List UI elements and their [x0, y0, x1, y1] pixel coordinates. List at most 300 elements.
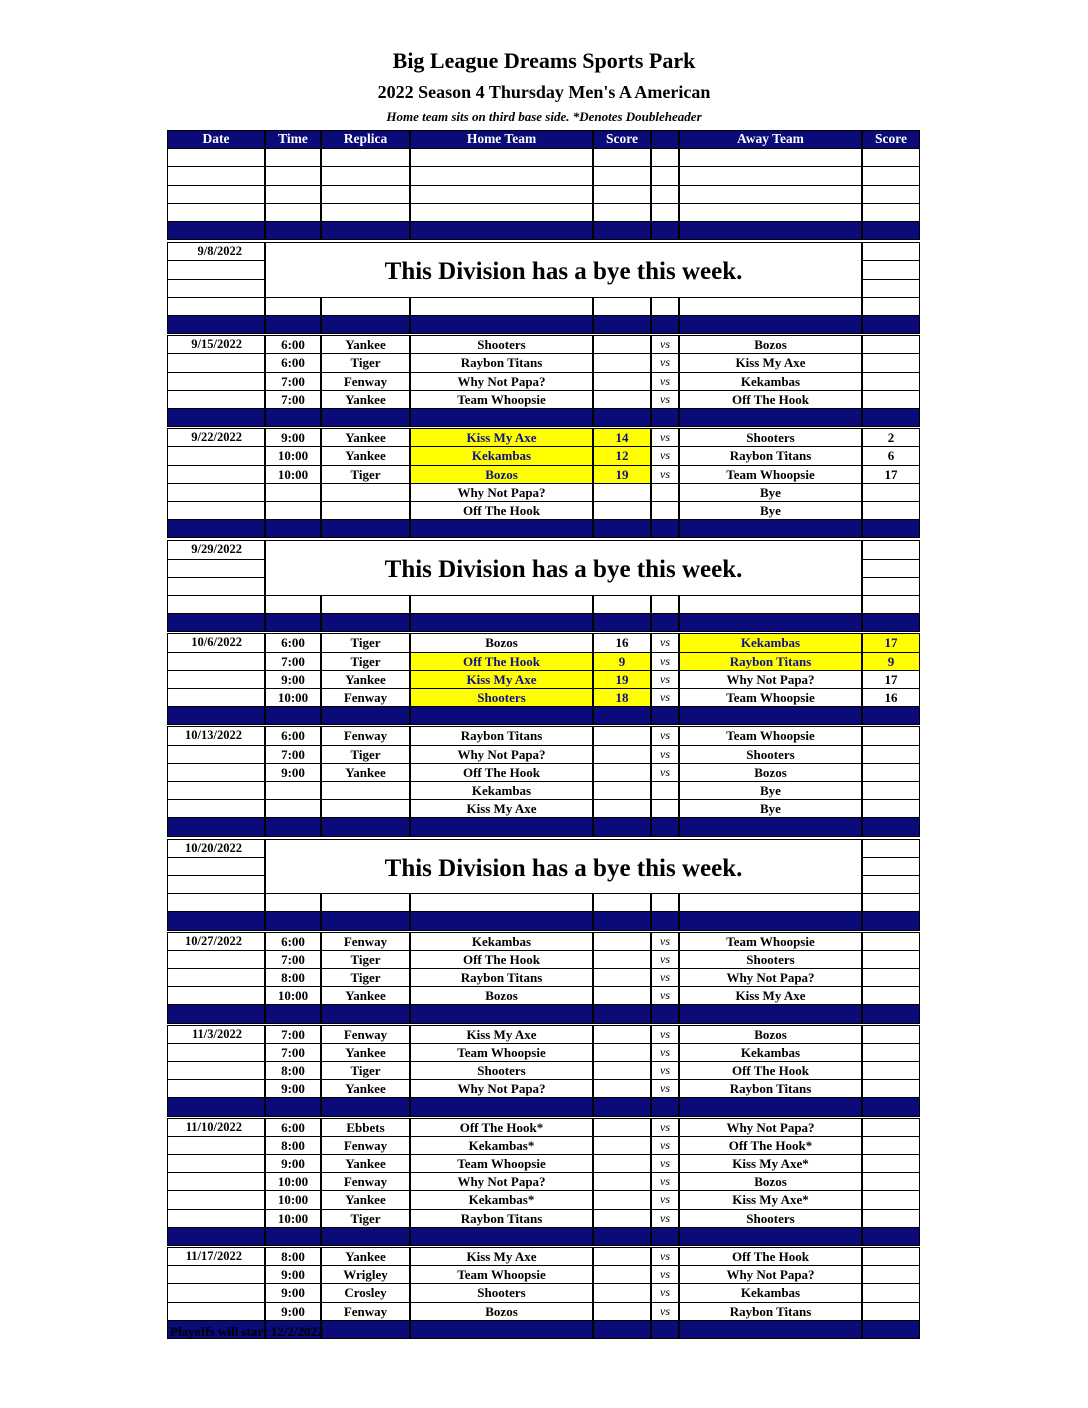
- empty-cell: [167, 595, 265, 614]
- empty-cell: [167, 875, 265, 894]
- home-score: [593, 1302, 651, 1321]
- game-replica: [321, 799, 410, 818]
- empty-cell: [651, 185, 679, 204]
- empty-cell: [167, 577, 265, 596]
- separator-cell: [167, 613, 265, 632]
- away-team: Off The Hook: [679, 1061, 862, 1080]
- empty-cell: [167, 986, 265, 1005]
- empty-cell: [167, 1302, 265, 1321]
- game-time: 7:00: [265, 950, 321, 969]
- separator-cell: [321, 519, 410, 538]
- separator-cell: [321, 817, 410, 836]
- home-team: Kekambas: [410, 781, 593, 800]
- game-time: [265, 799, 321, 818]
- away-team: Shooters: [679, 1209, 862, 1228]
- game-time: 10:00: [265, 1209, 321, 1228]
- away-score: [862, 1061, 920, 1080]
- empty-cell: [167, 166, 265, 185]
- empty-cell: [167, 688, 265, 707]
- game-replica: Tiger: [321, 1061, 410, 1080]
- separator-cell: [651, 1097, 679, 1116]
- home-score: [593, 1283, 651, 1302]
- separator-cell: [679, 706, 862, 725]
- home-score: [593, 1209, 651, 1228]
- separator-cell: [410, 1320, 593, 1339]
- away-team: Why Not Papa?: [679, 968, 862, 987]
- empty-cell: [679, 203, 862, 222]
- home-team: Kiss My Axe: [410, 1247, 593, 1266]
- home-team: Shooters: [410, 688, 593, 707]
- empty-cell: [651, 203, 679, 222]
- separator-cell: [651, 519, 679, 538]
- empty-cell: [321, 185, 410, 204]
- empty-cell: [167, 1209, 265, 1228]
- game-replica: Fenway: [321, 932, 410, 951]
- home-score: [593, 1025, 651, 1044]
- game-replica: Yankee: [321, 390, 410, 409]
- game-replica: Yankee: [321, 1043, 410, 1062]
- game-replica: Fenway: [321, 372, 410, 391]
- away-team: Shooters: [679, 950, 862, 969]
- away-team: Raybon Titans: [679, 652, 862, 671]
- empty-cell: [679, 185, 862, 204]
- col-time-header: Time: [265, 130, 321, 149]
- col-score-header: Score: [593, 130, 651, 149]
- vs-label: vs: [651, 652, 679, 671]
- home-team: Off The Hook: [410, 950, 593, 969]
- away-score: [862, 781, 920, 800]
- vs-label: vs: [651, 670, 679, 689]
- away-team: Raybon Titans: [679, 1302, 862, 1321]
- game-replica: Yankee: [321, 1154, 410, 1173]
- separator-cell: [410, 408, 593, 427]
- empty-cell: [862, 297, 920, 316]
- vs-label: [651, 483, 679, 502]
- away-team: Why Not Papa?: [679, 670, 862, 689]
- away-team: Kiss My Axe: [679, 353, 862, 372]
- separator-cell: [862, 613, 920, 632]
- away-score: [862, 335, 920, 354]
- bye-message-text: This Division has a bye this week.: [384, 556, 743, 584]
- home-score: [593, 986, 651, 1005]
- away-score: 16: [862, 688, 920, 707]
- game-replica: [321, 781, 410, 800]
- separator-cell: [167, 1097, 265, 1116]
- empty-cell: [167, 670, 265, 689]
- separator-cell: [593, 613, 651, 632]
- separator-cell: [167, 911, 265, 930]
- home-team: Kekambas*: [410, 1190, 593, 1209]
- game-time: 6:00: [265, 1118, 321, 1137]
- away-score: [862, 1209, 920, 1228]
- home-team: Kiss My Axe: [410, 799, 593, 818]
- game-time: 8:00: [265, 1061, 321, 1080]
- empty-cell: [167, 968, 265, 987]
- away-team: Kekambas: [679, 372, 862, 391]
- separator-cell: [167, 1227, 265, 1246]
- game-time: 10:00: [265, 465, 321, 484]
- away-score: [862, 745, 920, 764]
- separator-cell: [321, 221, 410, 240]
- home-team: Off The Hook: [410, 763, 593, 782]
- separator-cell: [410, 911, 593, 930]
- empty-cell: [167, 799, 265, 818]
- home-team: Bozos: [410, 465, 593, 484]
- col-score-header: Score: [862, 130, 920, 149]
- game-replica: Yankee: [321, 446, 410, 465]
- game-time: 9:00: [265, 1079, 321, 1098]
- vs-label: vs: [651, 968, 679, 987]
- home-team: Raybon Titans: [410, 726, 593, 745]
- empty-cell: [167, 781, 265, 800]
- vs-label: vs: [651, 1025, 679, 1044]
- home-team: Team Whoopsie: [410, 1043, 593, 1062]
- away-score: [862, 1283, 920, 1302]
- separator-cell: [265, 706, 321, 725]
- separator-cell: [679, 613, 862, 632]
- vs-label: vs: [651, 932, 679, 951]
- game-time: 9:00: [265, 428, 321, 447]
- vs-label: vs: [651, 390, 679, 409]
- footer-note: Playoffs will start 12/2/2022: [170, 1324, 324, 1339]
- game-time: 7:00: [265, 372, 321, 391]
- game-replica: Tiger: [321, 353, 410, 372]
- separator-cell: [410, 1227, 593, 1246]
- empty-cell: [862, 279, 920, 298]
- separator-cell: [167, 817, 265, 836]
- game-time: 8:00: [265, 968, 321, 987]
- separator-cell: [593, 1004, 651, 1023]
- game-time: [265, 483, 321, 502]
- separator-cell: [321, 408, 410, 427]
- empty-cell: [862, 595, 920, 614]
- col-date-header: Date: [167, 130, 265, 149]
- game-time: 10:00: [265, 986, 321, 1005]
- empty-cell: [410, 166, 593, 185]
- week-date: 9/22/2022: [167, 428, 265, 447]
- home-score: [593, 968, 651, 987]
- game-replica: Fenway: [321, 1302, 410, 1321]
- vs-label: vs: [651, 1209, 679, 1228]
- away-team: Bozos: [679, 1025, 862, 1044]
- away-score: [862, 353, 920, 372]
- game-replica: Fenway: [321, 688, 410, 707]
- away-team: Kiss My Axe: [679, 986, 862, 1005]
- home-team: Why Not Papa?: [410, 1079, 593, 1098]
- separator-cell: [651, 315, 679, 334]
- empty-cell: [167, 501, 265, 520]
- separator-cell: [679, 1004, 862, 1023]
- game-time: 9:00: [265, 670, 321, 689]
- empty-cell: [679, 166, 862, 185]
- empty-cell: [862, 893, 920, 912]
- vs-label: vs: [651, 372, 679, 391]
- separator-cell: [679, 1227, 862, 1246]
- separator-cell: [321, 1097, 410, 1116]
- game-time: 6:00: [265, 932, 321, 951]
- separator-cell: [167, 519, 265, 538]
- vs-label: vs: [651, 1043, 679, 1062]
- home-team: Kiss My Axe: [410, 1025, 593, 1044]
- game-replica: Crosley: [321, 1283, 410, 1302]
- away-score: [862, 1172, 920, 1191]
- game-replica: Yankee: [321, 763, 410, 782]
- game-time: 9:00: [265, 1302, 321, 1321]
- home-team: Off The Hook: [410, 652, 593, 671]
- empty-cell: [679, 893, 862, 912]
- vs-label: [651, 799, 679, 818]
- home-score: 19: [593, 465, 651, 484]
- empty-cell: [167, 279, 265, 298]
- empty-cell: [167, 390, 265, 409]
- game-replica: Yankee: [321, 986, 410, 1005]
- empty-cell: [651, 166, 679, 185]
- empty-cell: [862, 559, 920, 578]
- home-score: [593, 799, 651, 818]
- separator-cell: [265, 1227, 321, 1246]
- away-team: Kiss My Axe*: [679, 1190, 862, 1209]
- separator-cell: [265, 315, 321, 334]
- separator-cell: [265, 519, 321, 538]
- separator-cell: [679, 817, 862, 836]
- separator-cell: [679, 911, 862, 930]
- home-team: Raybon Titans: [410, 1209, 593, 1228]
- separator-cell: [679, 221, 862, 240]
- home-team: Team Whoopsie: [410, 1154, 593, 1173]
- game-time: 8:00: [265, 1247, 321, 1266]
- game-replica: Fenway: [321, 1172, 410, 1191]
- empty-cell: [265, 148, 321, 167]
- empty-cell: [321, 595, 410, 614]
- game-replica: Yankee: [321, 1079, 410, 1098]
- separator-cell: [593, 706, 651, 725]
- home-team: Raybon Titans: [410, 968, 593, 987]
- game-time: 6:00: [265, 335, 321, 354]
- bye-message-text: This Division has a bye this week.: [384, 258, 743, 286]
- vs-label: vs: [651, 1118, 679, 1137]
- away-team: Kiss My Axe*: [679, 1154, 862, 1173]
- separator-cell: [321, 315, 410, 334]
- vs-label: vs: [651, 1283, 679, 1302]
- away-score: [862, 1302, 920, 1321]
- empty-cell: [410, 203, 593, 222]
- separator-cell: [321, 911, 410, 930]
- away-score: [862, 763, 920, 782]
- away-team: Off The Hook*: [679, 1136, 862, 1155]
- home-team: Team Whoopsie: [410, 1265, 593, 1284]
- empty-cell: [167, 857, 265, 876]
- home-score: [593, 353, 651, 372]
- game-replica: Yankee: [321, 670, 410, 689]
- separator-cell: [651, 1320, 679, 1339]
- home-score: [593, 335, 651, 354]
- bye-message-text: This Division has a bye this week.: [384, 854, 743, 882]
- separator-cell: [593, 315, 651, 334]
- empty-cell: [167, 1190, 265, 1209]
- empty-cell: [167, 1043, 265, 1062]
- separator-cell: [593, 1227, 651, 1246]
- away-team: Bye: [679, 501, 862, 520]
- week-date: 9/29/2022: [167, 540, 265, 559]
- week-date: 9/8/2022: [167, 242, 265, 261]
- away-team: Shooters: [679, 428, 862, 447]
- empty-cell: [167, 1265, 265, 1284]
- separator-cell: [167, 1004, 265, 1023]
- empty-cell: [321, 893, 410, 912]
- home-team: Why Not Papa?: [410, 745, 593, 764]
- home-score: [593, 1061, 651, 1080]
- home-score: [593, 483, 651, 502]
- empty-cell: [593, 203, 651, 222]
- separator-cell: [321, 1227, 410, 1246]
- game-time: [265, 781, 321, 800]
- game-time: 6:00: [265, 353, 321, 372]
- away-score: 6: [862, 446, 920, 465]
- game-replica: Fenway: [321, 1025, 410, 1044]
- away-team: Team Whoopsie: [679, 688, 862, 707]
- game-time: 10:00: [265, 446, 321, 465]
- away-team: Why Not Papa?: [679, 1118, 862, 1137]
- away-team: Kekambas: [679, 1043, 862, 1062]
- empty-cell: [593, 148, 651, 167]
- separator-cell: [862, 1097, 920, 1116]
- away-score: [862, 986, 920, 1005]
- game-time: 7:00: [265, 1025, 321, 1044]
- home-team: Why Not Papa?: [410, 483, 593, 502]
- separator-cell: [321, 706, 410, 725]
- home-score: [593, 745, 651, 764]
- away-team: Bozos: [679, 335, 862, 354]
- empty-cell: [679, 148, 862, 167]
- away-team: Bozos: [679, 763, 862, 782]
- game-replica: Yankee: [321, 335, 410, 354]
- separator-cell: [651, 1227, 679, 1246]
- home-team: Bozos: [410, 633, 593, 652]
- empty-cell: [265, 185, 321, 204]
- separator-cell: [862, 1227, 920, 1246]
- home-score: [593, 390, 651, 409]
- separator-cell: [410, 221, 593, 240]
- empty-cell: [651, 148, 679, 167]
- game-time: 8:00: [265, 1136, 321, 1155]
- empty-cell: [410, 148, 593, 167]
- separator-cell: [410, 1097, 593, 1116]
- empty-cell: [593, 893, 651, 912]
- separator-cell: [651, 1004, 679, 1023]
- separator-cell: [321, 1004, 410, 1023]
- home-score: [593, 1265, 651, 1284]
- vs-label: vs: [651, 428, 679, 447]
- empty-cell: [862, 857, 920, 876]
- away-score: [862, 1190, 920, 1209]
- empty-cell: [651, 893, 679, 912]
- empty-cell: [593, 297, 651, 316]
- game-replica: [321, 483, 410, 502]
- vs-label: vs: [651, 1061, 679, 1080]
- game-replica: [321, 501, 410, 520]
- away-score: [862, 1118, 920, 1137]
- away-score: [862, 390, 920, 409]
- vs-label: [651, 501, 679, 520]
- game-time: 7:00: [265, 745, 321, 764]
- col-home-team-header: Home Team: [410, 130, 593, 149]
- away-team: Bye: [679, 781, 862, 800]
- separator-cell: [651, 911, 679, 930]
- empty-cell: [862, 203, 920, 222]
- away-team: Kekambas: [679, 633, 862, 652]
- game-time: 10:00: [265, 1190, 321, 1209]
- week-date: 10/13/2022: [167, 726, 265, 745]
- vs-label: vs: [651, 1190, 679, 1209]
- away-score: [862, 968, 920, 987]
- away-team: Off The Hook: [679, 390, 862, 409]
- separator-cell: [862, 911, 920, 930]
- empty-cell: [265, 166, 321, 185]
- empty-cell: [167, 446, 265, 465]
- page-subtitle: 2022 Season 4 Thursday Men's A American: [377, 82, 711, 102]
- home-team: Why Not Papa?: [410, 1172, 593, 1191]
- away-team: Raybon Titans: [679, 446, 862, 465]
- vs-label: vs: [651, 1302, 679, 1321]
- away-team: Bye: [679, 799, 862, 818]
- empty-cell: [265, 595, 321, 614]
- home-score: [593, 932, 651, 951]
- away-score: 17: [862, 670, 920, 689]
- home-score: [593, 1154, 651, 1173]
- week-date: 11/10/2022: [167, 1118, 265, 1137]
- game-replica: Fenway: [321, 1136, 410, 1155]
- empty-cell: [167, 745, 265, 764]
- empty-cell: [862, 577, 920, 596]
- week-date: 9/15/2022: [167, 335, 265, 354]
- empty-cell: [321, 148, 410, 167]
- empty-cell: [862, 839, 920, 858]
- home-score: 16: [593, 633, 651, 652]
- home-team: Kiss My Axe: [410, 428, 593, 447]
- away-team: Team Whoopsie: [679, 465, 862, 484]
- vs-label: vs: [651, 335, 679, 354]
- separator-cell: [265, 408, 321, 427]
- home-team: Off The Hook*: [410, 1118, 593, 1137]
- vs-label: vs: [651, 1247, 679, 1266]
- home-score: [593, 763, 651, 782]
- game-replica: Yankee: [321, 428, 410, 447]
- game-replica: Tiger: [321, 950, 410, 969]
- empty-cell: [167, 1061, 265, 1080]
- home-team: Shooters: [410, 1283, 593, 1302]
- separator-cell: [167, 221, 265, 240]
- vs-label: vs: [651, 353, 679, 372]
- week-date: 11/3/2022: [167, 1025, 265, 1044]
- empty-cell: [862, 166, 920, 185]
- separator-cell: [651, 613, 679, 632]
- game-time: 7:00: [265, 652, 321, 671]
- week-date: 10/6/2022: [167, 633, 265, 652]
- empty-cell: [593, 595, 651, 614]
- separator-cell: [265, 911, 321, 930]
- empty-cell: [167, 1079, 265, 1098]
- game-time: 9:00: [265, 1154, 321, 1173]
- week-date: 10/27/2022: [167, 932, 265, 951]
- separator-cell: [651, 221, 679, 240]
- empty-cell: [167, 1154, 265, 1173]
- separator-cell: [265, 221, 321, 240]
- home-score: [593, 1043, 651, 1062]
- vs-label: vs: [651, 986, 679, 1005]
- separator-cell: [410, 817, 593, 836]
- separator-cell: [265, 817, 321, 836]
- vs-label: vs: [651, 446, 679, 465]
